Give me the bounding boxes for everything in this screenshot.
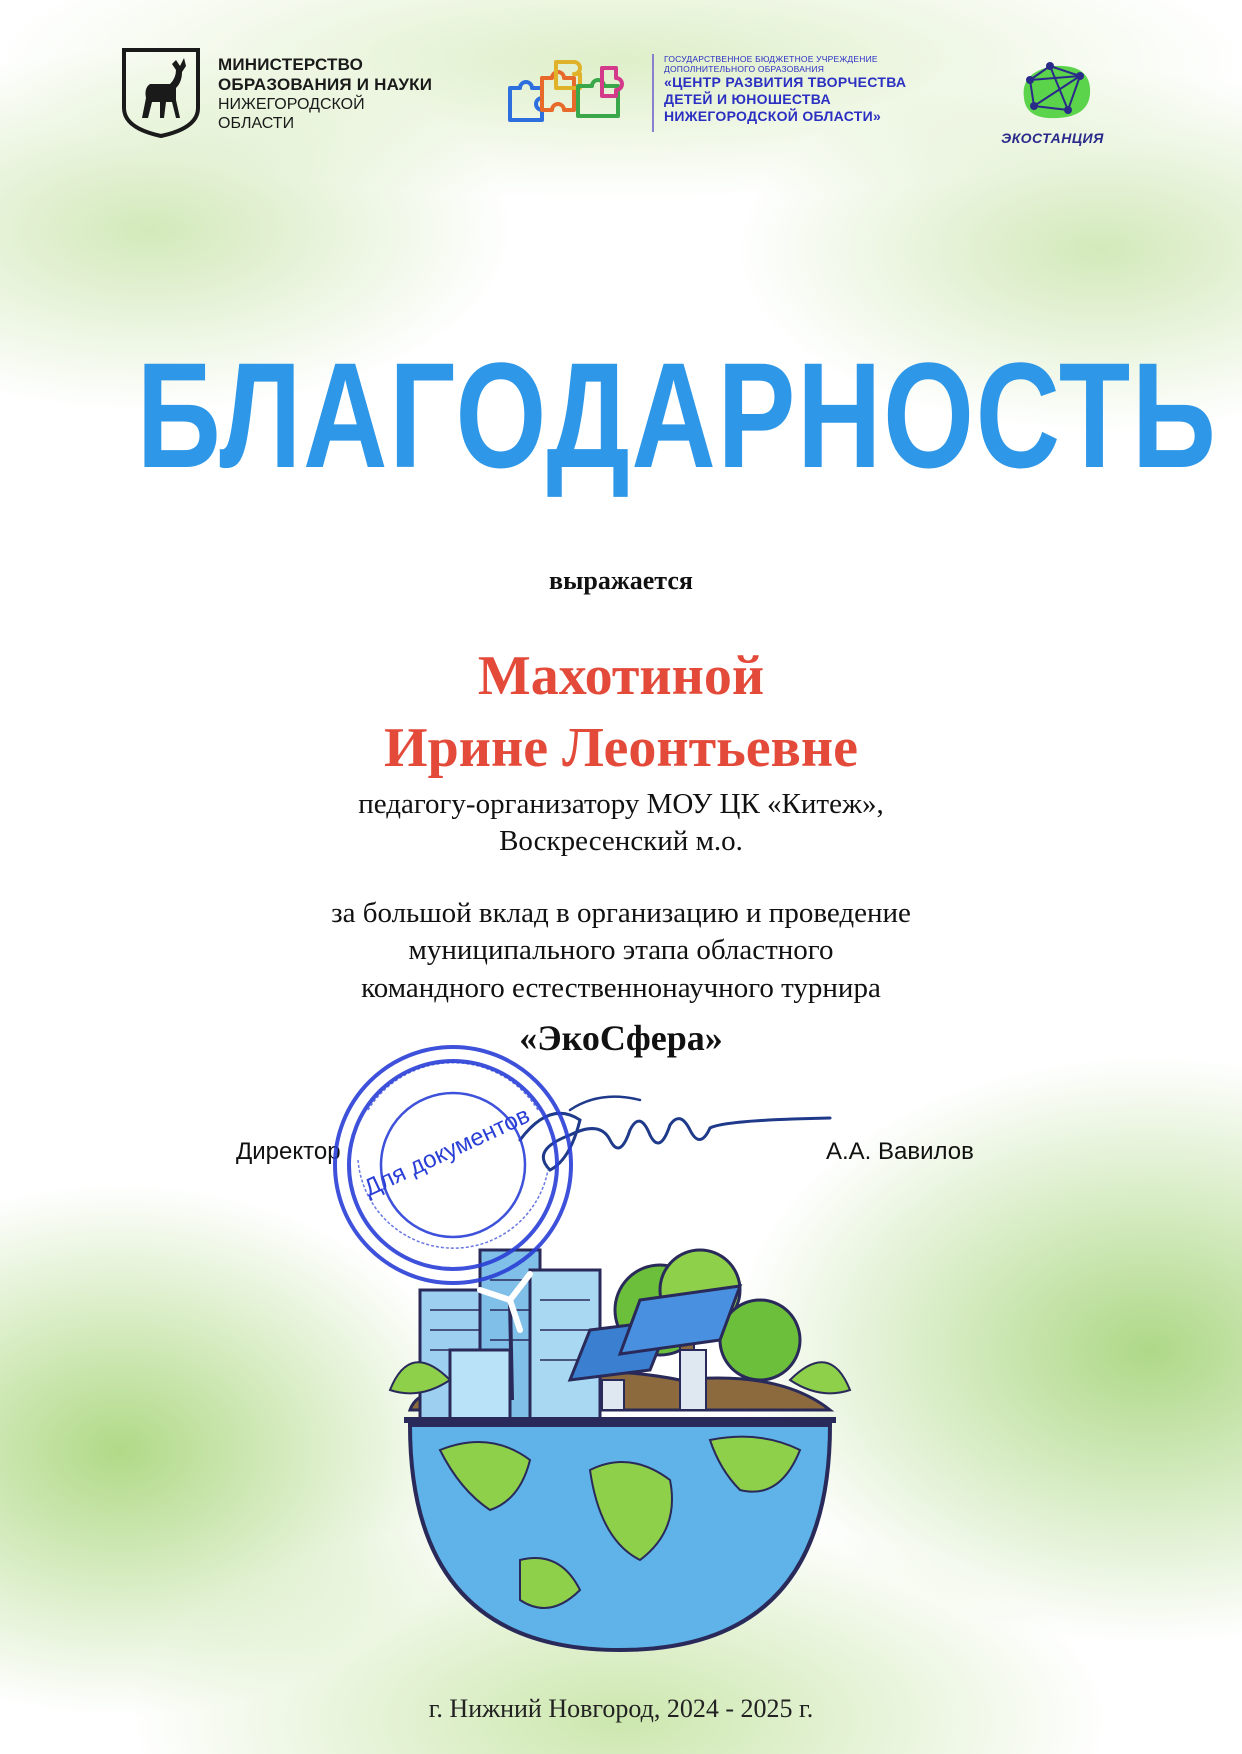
footer-location-date: г. Нижний Новгород, 2024 - 2025 г. <box>428 1694 814 1723</box>
ministry-line-4: ОБЛАСТИ <box>218 115 295 132</box>
center-line-2: ДЕТЕЙ И ЮНОШЕСТВА <box>664 91 831 107</box>
eco-station-name: ЭКОСТАНЦИЯ <box>1001 130 1104 146</box>
official-stamp <box>328 1040 578 1290</box>
reason-line-3: командного естественнонаучного турнира <box>361 972 881 1004</box>
eco-network-icon <box>1010 58 1100 124</box>
event-name: «ЭкоСфера» <box>519 1018 723 1058</box>
reason-line-1: за большой вклад в организацию и проведение <box>331 897 911 929</box>
eco-city-globe-illustration <box>380 1230 860 1660</box>
recipient-surname: Махотиной <box>477 645 765 707</box>
director-name: А.А. Вавилов <box>826 1138 974 1165</box>
expressed-label: выражается <box>549 566 693 595</box>
stamp-text: Для документов <box>359 1101 535 1203</box>
ministry-line-3: НИЖЕГОРОДСКОЙ <box>218 96 365 113</box>
header-divider <box>652 54 654 132</box>
deer-crest-icon <box>120 46 202 140</box>
puzzle-logo-icon <box>506 58 630 124</box>
recipient-position: педагогу-организатору МОУ ЦК «Китеж», <box>358 788 884 820</box>
certificate-title: БЛАГОДАРНОСТЬ <box>136 331 1218 499</box>
ministry-line-1: МИНИСТЕРСТВО <box>218 55 364 74</box>
director-label: Директор <box>236 1138 341 1165</box>
center-org-name <box>664 54 934 125</box>
center-small-2: ДОПОЛНИТЕЛЬНОГО ОБРАЗОВАНИЯ <box>664 64 825 74</box>
ministry-line-2: ОБРАЗОВАНИЯ И НАУКИ <box>218 75 433 94</box>
center-line-3: НИЖЕГОРОДСКОЙ ОБЛАСТИ» <box>664 108 882 124</box>
center-small-1: ГОСУДАРСТВЕННОЕ БЮДЖЕТНОЕ УЧРЕЖДЕНИЕ <box>664 54 878 64</box>
center-line-1: «ЦЕНТР РАЗВИТИЯ ТВОРЧЕСТВА <box>664 74 907 90</box>
reason-line-2: муниципального этапа областного <box>408 934 834 966</box>
recipient-district: Воскресенский м.о. <box>499 825 743 857</box>
recipient-given-names: Ирине Леонтьевне <box>384 717 858 779</box>
ministry-name <box>218 55 478 133</box>
